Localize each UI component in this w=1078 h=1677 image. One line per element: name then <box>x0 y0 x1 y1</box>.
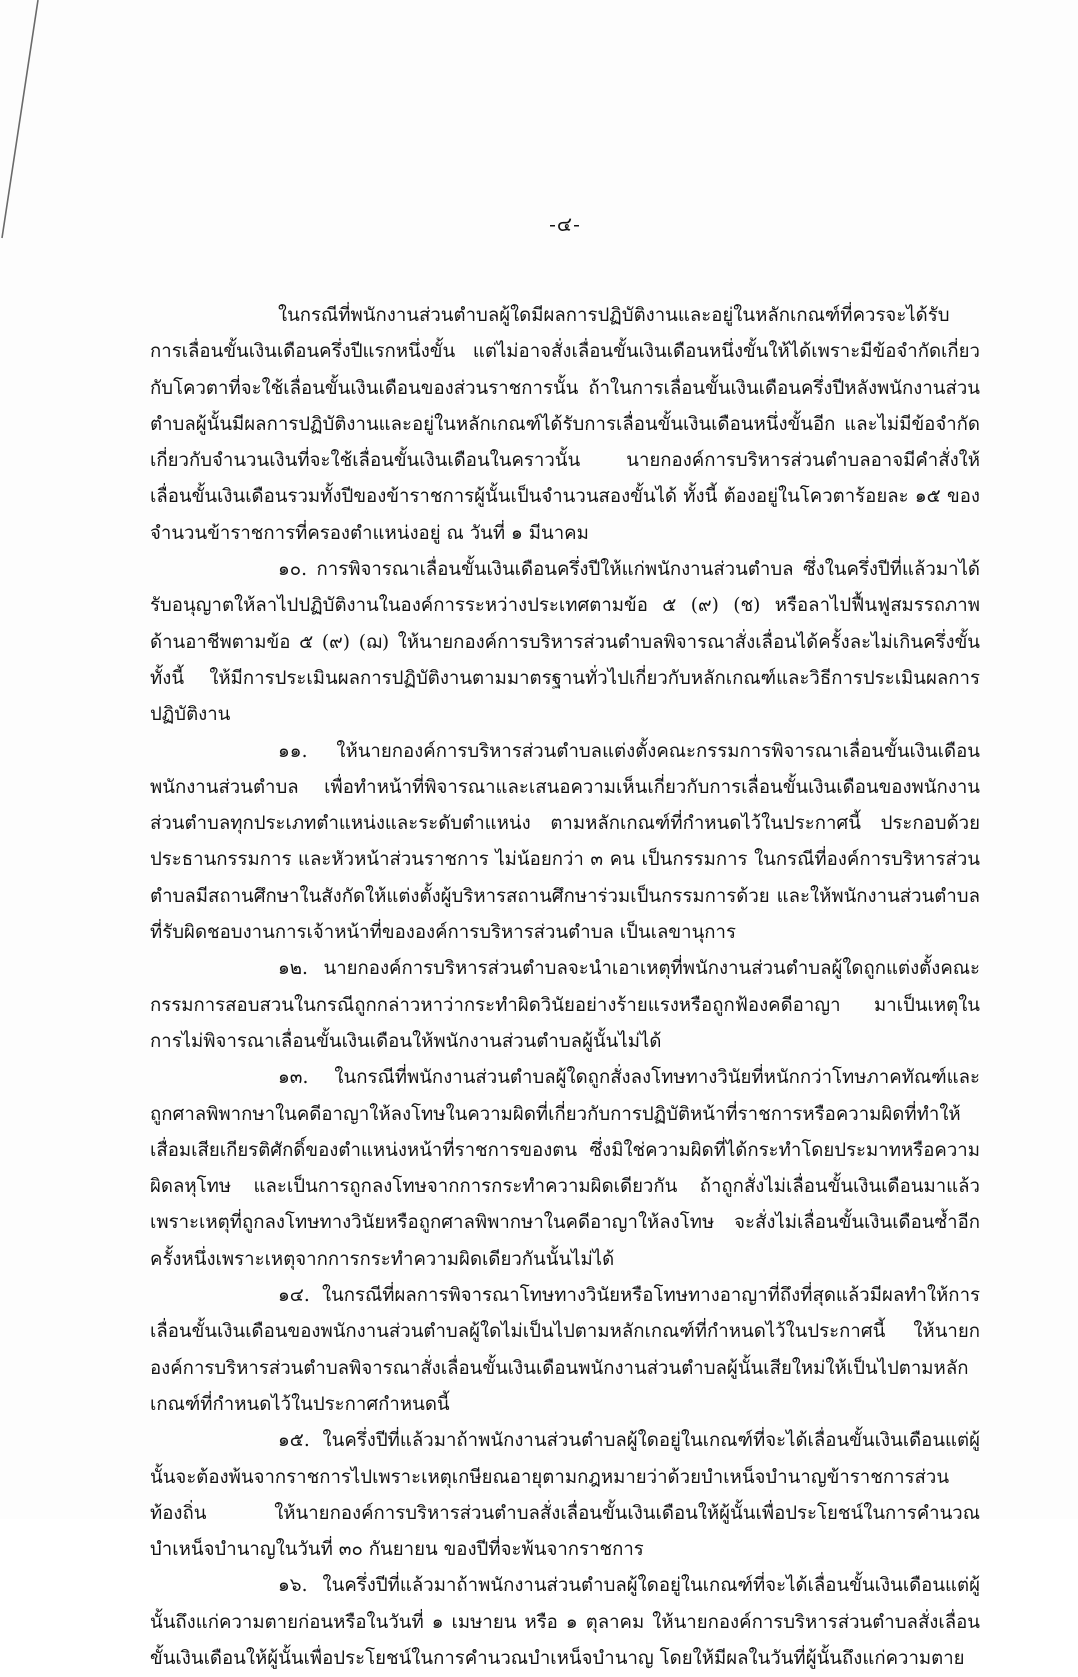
clause-16 <box>150 1568 980 1677</box>
clause-13 <box>150 1060 980 1278</box>
paragraph-text: ๑๖. ในครึ่งปีที่แล้วมาถ้าพนักงานส่วนตำบลผู้ใดอยู่ในเกณฑ์ที่จะได้เลื่อนขั้นเงินเดือนแต่ผู้นั้นถึงแก่ความตายก่อนหรือในวันที่ ๑ เมษายน หรือ ๑ ตุลาคม ให้นายกองค์การบริหารส่วนตำบลสั่งเลื่อนขั้นเงินเดือนให้ผู้นั้นเพื่อประโยชน์ในการคำนวณบำเหน็จบำนาญ โดยให้มีผลในวันที่ผู้นั้นถึงแก่ความตาย <box>150 1575 980 1669</box>
paragraph-text: ๑๔. ในกรณีที่ผลการพิจารณาโทษทางวินัยหรือโทษทางอาญาที่ถึงที่สุดแล้วมีผลทำให้การเลื่อนขั้นเงินเดือนของพนักงานส่วนตำบลผู้ใดไม่เป็นไปตามหลักเกณฑ์ที่กำหนดไว้ในประกาศนี้ ให้นายกองค์การบริหารส่วนตำบลพิจารณาสั่งเลื่อนขั้นเงินเดือนพนักงานส่วนตำบลผู้นั้นเสียใหม่ให้เป็นไปตามหลักเกณฑ์ที่กำหนดไว้ในประกาศกำหนดนี้ <box>150 1285 980 1415</box>
paragraph-text: ๑๕. ในครึ่งปีที่แล้วมาถ้าพนักงานส่วนตำบลผู้ใดอยู่ในเกณฑ์ที่จะได้เลื่อนขั้นเงินเดือนแต่ผู้นั้นจะต้องพ้นจากราชการไปเพราะเหตุเกษียณอายุตามกฎหมายว่าด้วยบำเหน็จบำนาญข้าราชการส่วนท้องถิ่น ให้นายกองค์การบริหารส่วนตำบลสั่งเลื่อนขั้นเงินเดือนให้ผู้นั้นเพื่อประโยชน์ในการคำนวณบำเหน็จบำนาญในวันที่ ๓๐ กันยายน ของปีที่จะพ้นจากราชการ <box>150 1430 980 1561</box>
paragraph-intro <box>150 298 980 552</box>
clause-14 <box>150 1278 980 1423</box>
scan-edge-mark <box>0 0 40 240</box>
clause-15 <box>150 1423 980 1568</box>
document-body <box>150 298 980 1677</box>
paragraph-text: ๑๑. ให้นายกองค์การบริหารส่วนตำบลแต่งตั้งคณะกรรมการพิจารณาเลื่อนขั้นเงินเดือนพนักงานส่วนตำบล เพื่อทำหน้าที่พิจารณาและเสนอความเห็นเกี่ยวกับการเลื่อนขั้นเงินเดือนของพนักงานส่วนตำบลทุกประเภทตำแหน่งและระดับตำแหน่ง ตามหลักเกณฑ์ที่กำหนดไว้ในประกาศนี้ ประกอบด้วย ประธานกรรมการ และหัวหน้าส่วนราชการ ไม่น้อยกว่า ๓ คน เป็นกรรมการ ในกรณีที่องค์การบริหารส่วนตำบลมีสถานศึกษาในสังกัดให้แต่งตั้งผู้บริหารสถานศึกษาร่วมเป็นกรรมการด้วย และให้พนักงานส่วนตำบลที่รับผิดชอบงานการเจ้าหน้าที่ขององค์การบริหารส่วนตำบล เป็นเลขานุการ <box>150 740 980 944</box>
paragraph-text: ในกรณีที่พนักงานส่วนตำบลผู้ใดมีผลการปฏิบัติงานและอยู่ในหลักเกณฑ์ที่ควรจะได้รับการเลื่อนขั้นเงินเดือนครึ่งปีแรกหนึ่งขั้น แต่ไม่อาจสั่งเลื่อนขั้นเงินเดือนหนึ่งขั้นให้ได้เพราะมีข้อจำกัดเกี่ยวกับโควตาที่จะใช้เลื่อนขั้นเงินเดือนของส่วนราชการนั้น ถ้าในการเลื่อนขั้นเงินเดือนครึ่งปีหลังพนักงานส่วนตำบลผู้นั้นมีผลการปฏิบัติงานและอยู่ในหลักเกณฑ์ได้รับการเลื่อนขั้นเงินเดือนหนึ่งขั้นอีก และไม่มีข้อจำกัดเกี่ยวกับจำนวนเงินที่จะใช้เลื่อนขั้นเงินเดือนในคราวนั้น นายกองค์การบริหารส่วนตำบลอาจมีคำสั่งให้เลื่อนขั้นเงินเดือนรวมทั้งปีของข้าราชการผู้นั้นเป็นจำนวนสองขั้นได้ ทั้งนี้ ต้องอยู่ในโควตาร้อยละ ๑๕ ของจำนวนข้าราชการที่ครองตำแหน่งอยู่ ณ วันที่ ๑ มีนาคม <box>150 305 980 544</box>
paragraph-text: ๑๓. ในกรณีที่พนักงานส่วนตำบลผู้ใดถูกสั่งลงโทษทางวินัยที่หนักกว่าโทษภาคทัณฑ์และถูกศาลพิพากษาในคดีอาญาให้ลงโทษในความผิดที่เกี่ยวกับการปฏิบัติหน้าที่ราชการหรือความผิดที่ทำให้เสื่อมเสียเกียรติศักดิ์ของตำแหน่งหน้าที่ราชการของตน ซึ่งมิใช่ความผิดที่ได้กระทำโดยประมาทหรือความผิดลหุโทษ และเป็นการถูกลงโทษจากการกระทำความผิดเดียวกัน ถ้าถูกสั่งไม่เลื่อนขั้นเงินเดือนมาแล้วเพราะเหตุที่ถูกลงโทษทางวินัยหรือถูกศาลพิพากษาในคดีอาญาให้ลงโทษ จะสั่งไม่เลื่อนขั้นเงินเดือนซ้ำอีกครั้งหนึ่งเพราะเหตุจากการกระทำความผิดเดียวกันนั้นไม่ได้ <box>150 1067 980 1270</box>
clause-11 <box>150 734 980 952</box>
paragraph-text: ๑๒. นายกองค์การบริหารส่วนตำบลจะนำเอาเหตุที่พนักงานส่วนตำบลผู้ใดถูกแต่งตั้งคณะกรรมการสอบสวนในกรณีถูกกล่าวหาว่ากระทำผิดวินัยอย่างร้ายแรงหรือถูกฟ้องคดีอาญา มาเป็นเหตุในการไม่พิจารณาเลื่อนขั้นเงินเดือนให้พนักงานส่วนตำบลผู้นั้นไม่ได้ <box>150 958 980 1052</box>
paragraph-text: ๑๐. การพิจารณาเลื่อนขั้นเงินเดือนครึ่งปีให้แก่พนักงานส่วนตำบล ซึ่งในครึ่งปีที่แล้วมาได้รับอนุญาตให้ลาไปปฏิบัติงานในองค์การระหว่างประเทศตามข้อ ๕ (๙) (ช) หรือลาไปฟื้นฟูสมรรถภาพด้านอาชีพตามข้อ ๕ (๙) (ฌ) ให้นายกองค์การบริหารส่วนตำบลพิจารณาสั่งเลื่อนได้ครั้งละไม่เกินครึ่งขั้น ทั้งนี้ ให้มีการประเมินผลการปฏิบัติงานตามมาตรฐานทั่วไปเกี่ยวกับหลักเกณฑ์และวิธีการประเมินผลการปฏิบัติงาน <box>150 559 980 726</box>
page-number: -๔- <box>549 212 581 236</box>
clause-10 <box>150 552 980 733</box>
clause-12 <box>150 951 980 1060</box>
